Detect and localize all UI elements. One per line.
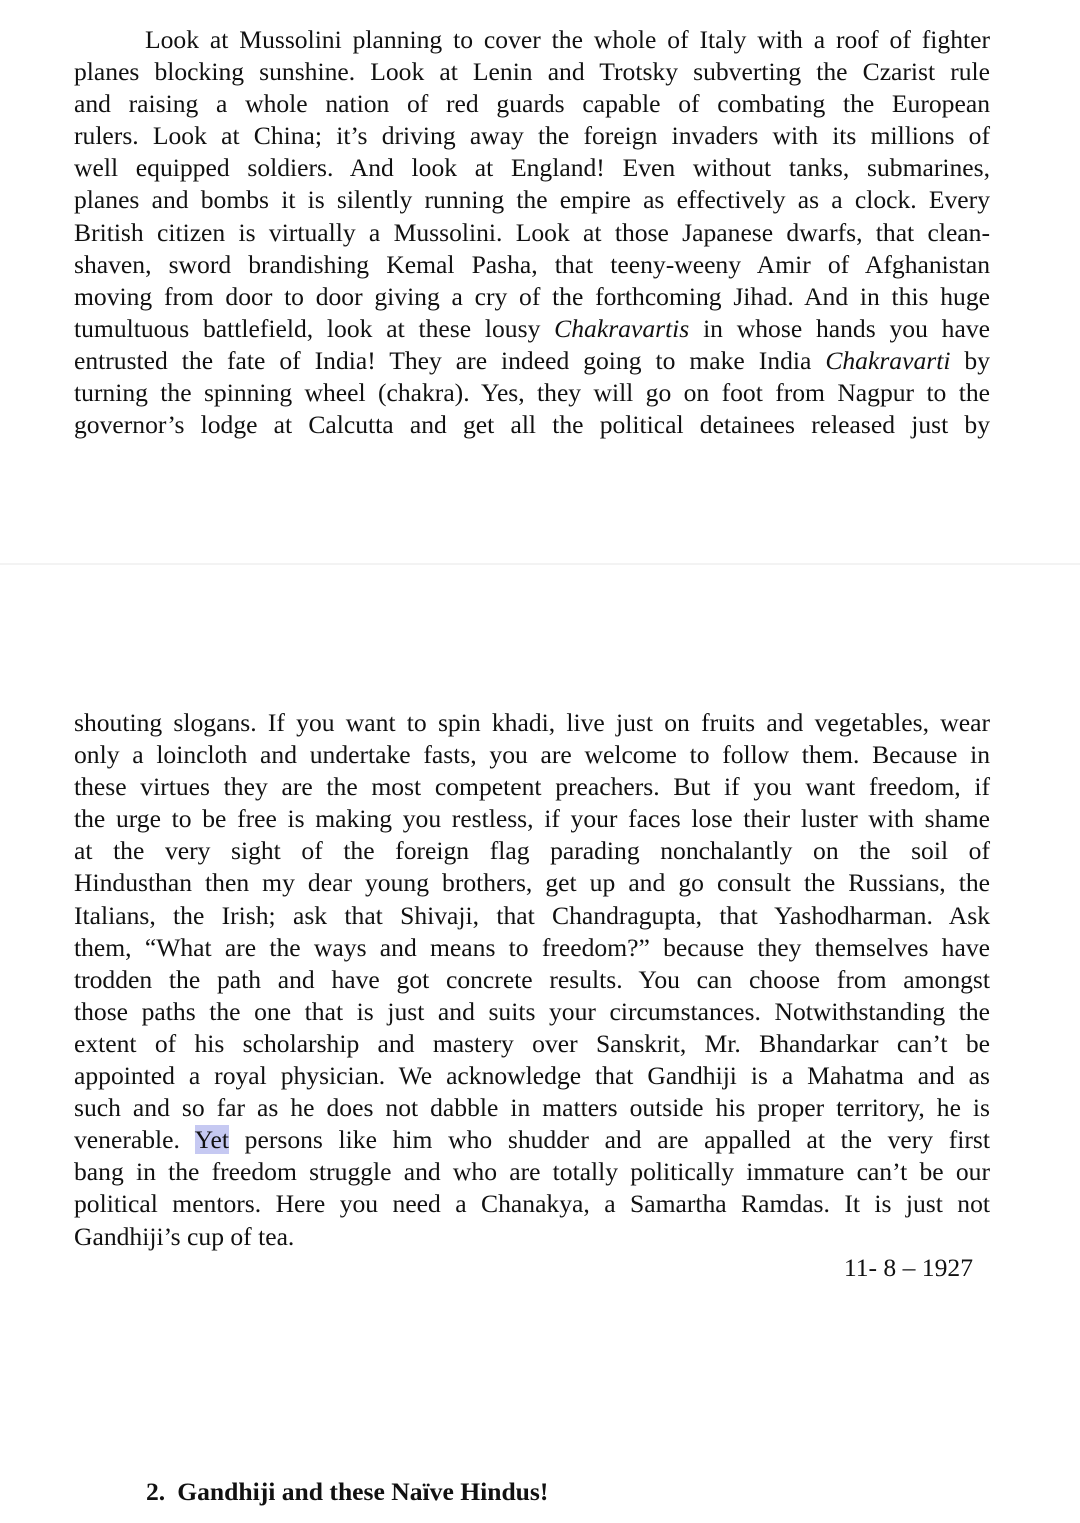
text-line: moving from door to door giving a cry of the forthcoming Jihad. And in this huge: [74, 281, 990, 311]
text-line: turning the spinning wheel (chakra). Yes, they will go on foot from Nagpur to the: [74, 378, 990, 408]
section-title: Gandhiji and these Naïve Hindus!: [177, 1477, 549, 1506]
text-line: [74, 345, 990, 377]
text-segment: tumultuous battlefield, look at these lousy: [74, 313, 555, 343]
section-number: 2.: [146, 1477, 166, 1506]
text-line: bang in the freedom struggle and who are totally politically immature can’t be our: [74, 1157, 990, 1187]
text-line: such and so far as he does not dabble in matters outside his proper territory, he is: [74, 1093, 990, 1123]
text-line: political mentors. Here you need a Chanakya, a Samartha Ramdas. It is just not: [74, 1189, 990, 1219]
text-line: [74, 313, 990, 345]
section-heading: [146, 1476, 548, 1508]
text-line: appointed a royal physician. We acknowledge that Gandhiji is a Mahatma and as: [74, 1061, 990, 1091]
text-line: shouting slogans. If you want to spin khadi, live just on fruits and vegetables, wear: [74, 708, 990, 737]
text-line: Hindusthan then my dear young brothers, get up and go consult the Russians, the: [74, 868, 990, 898]
text-segment: persons like him who shudder and are appalled at the very first: [229, 1125, 990, 1155]
text-line: extent of his scholarship and mastery over Sanskrit, Mr. Bhandarkar can’t be: [74, 1028, 990, 1058]
text-segment: in whose hands you have: [689, 313, 990, 343]
text-line: rulers. Look at China; it’s driving away the foreign invaders with its millions of: [74, 121, 990, 151]
text-line: those paths the one that is just and suits your circumstances. Notwithstanding the: [74, 996, 990, 1026]
text-line: British citizen is virtually a Mussolini. Look at those Japanese dwarfs, that clean-: [74, 217, 990, 247]
text-line: at the very sight of the foreign flag parading nonchalantly on the soil of: [74, 836, 990, 866]
text-line: shaven, sword brandishing Kemal Pasha, that teeny-weeny Amir of Afghanistan: [74, 249, 990, 279]
selected-word-highlight[interactable]: Yet: [194, 1125, 229, 1155]
date-stamp: 11- 8 – 1927: [843, 1253, 973, 1282]
text-line: [74, 1124, 990, 1156]
text-line: well equipped soldiers. And look at England! Even without tanks, submarines,: [74, 153, 990, 183]
text-line: these virtues they are the most competent preachers. But if you want freedom, if: [74, 772, 990, 802]
italic-term: Chakravarti: [825, 345, 951, 375]
paragraph-mussolini: [74, 24, 990, 441]
paragraph-freedom: [74, 707, 990, 1253]
text-line: and raising a whole nation of red guards capable of combating the European: [74, 89, 990, 119]
text-line: governor’s lodge at Calcutta and get all the political detainees released just by: [74, 410, 990, 440]
text-line: Look at Mussolini planning to cover the whole of Italy with a roof of fighter: [145, 25, 990, 54]
text-line: trodden the path and have got concrete results. You can choose from amongst: [74, 964, 990, 994]
text-line: only a loincloth and undertake fasts, you are welcome to follow them. Because in: [74, 740, 990, 770]
text-segment: entrusted the fate of India! They are indeed going to make India: [74, 345, 826, 375]
text-line: the urge to be free is making you restless, if your faces lose their luster with shame: [74, 804, 990, 834]
italic-term: Chakravartis: [554, 313, 690, 343]
text-line: planes blocking sunshine. Look at Lenin and Trotsky subverting the Czarist rule: [74, 57, 990, 87]
text-line: Gandhiji’s cup of tea.: [74, 1221, 295, 1251]
text-line: them, “What are the ways and means to freedom?” because they themselves have: [74, 932, 990, 962]
text-line: Italians, the Irish; ask that Shivaji, that Chandragupta, that Yashodharman. Ask: [74, 900, 990, 930]
text-segment: venerable.: [74, 1125, 195, 1155]
text-line: planes and bombs it is silently running the empire as effectively as a clock. Every: [74, 185, 990, 215]
text-segment: by: [950, 345, 991, 375]
